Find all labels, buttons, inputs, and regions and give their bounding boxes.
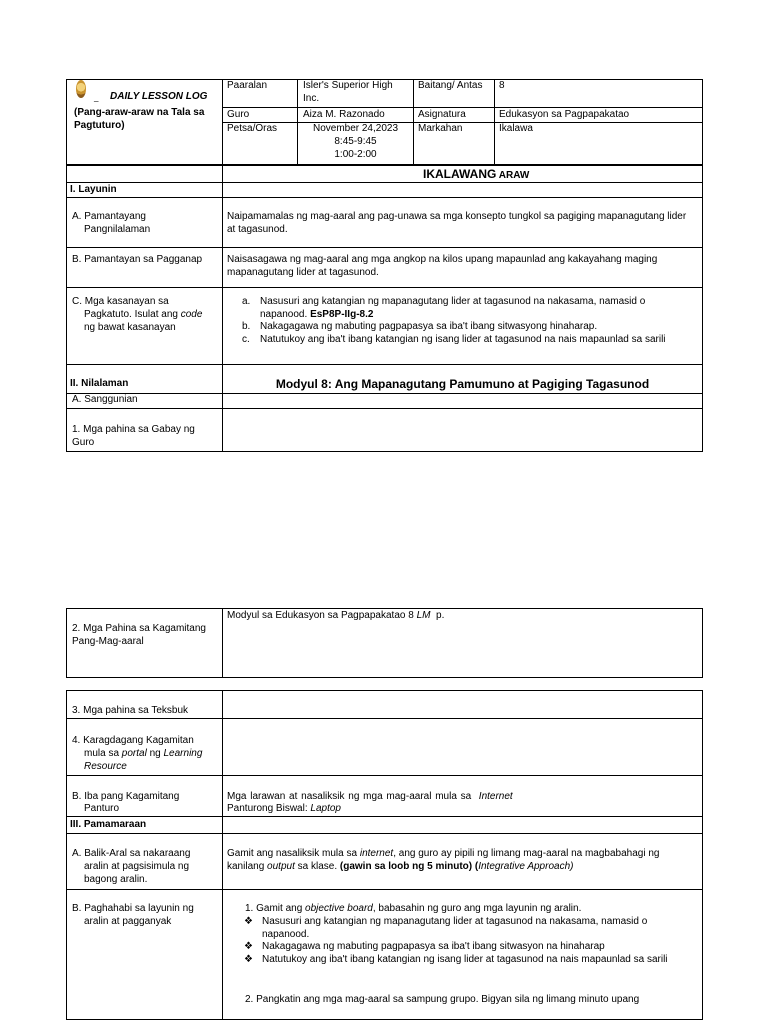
seal-dash: _ — [94, 93, 99, 102]
pagganap-label: B. Pamantayan sa Pagganap — [72, 254, 203, 265]
school-seal-icon — [76, 80, 86, 98]
karagdagang-label-3: Resource — [84, 761, 127, 772]
kasanayan-list — [242, 296, 692, 346]
kasanayan-item-b: b. Nakagagawa ng mabuting pagpapasya sa iba't ibang sitwasyong hinaharap. — [242, 321, 598, 332]
diamond-bullet-icon: ❖ — [244, 953, 253, 965]
iba-text-2: Panturong Biswal: Laptop — [227, 803, 341, 814]
karagdagang-label-1: 4. Karagdagang Kagamitan — [72, 735, 194, 746]
kasanayan-label-3: ng bawat kasanayan — [84, 322, 176, 333]
paghahabi-item: ❖ Natutukoy ang iba't ibang katangian ng isang lider at tagasunod na nais mapaunlad sa sarili — [244, 953, 668, 965]
kagamitan-label: 2. Mga Pahina sa Kagamitang Pang-Mag-aaral — [72, 623, 206, 647]
teacher-label: Guro — [227, 109, 250, 120]
nilalaman-heading: II. Nilalaman — [70, 378, 129, 389]
log-title: DAILY LESSON LOG — [110, 91, 208, 102]
kasanayan-label-1: C. Mga kasanayan sa — [72, 296, 169, 307]
paghahabi-list — [244, 916, 690, 966]
quarter-label: Markahan — [418, 123, 463, 134]
grade-value: 8 — [499, 80, 505, 91]
paghahabi-label-2: aralin at pagganyak — [84, 916, 172, 927]
balik-label-2: aralin at pagsisimula ng — [84, 861, 190, 872]
teksbuk-label: 3. Mga pahina sa Teksbuk — [72, 705, 189, 716]
subject-label: Asignatura — [418, 109, 466, 120]
pamantayang-text: Naipamamalas ng mag-aaral ang pag-unawa sa mga konsepto tungkol sa pagiging mapanagutang lider at tagasunod. — [227, 211, 687, 235]
time-value-1: 8:45-9:45 — [334, 136, 377, 147]
pagganap-text: Naisasagawa ng mag-aaral ang mga angkop na kilos upang mapaunlad ang kakayahang maging mapanagutang lider at tagasunod. — [227, 254, 658, 278]
paghahabi-item: ❖ Nakagagawa ng mabuting pagpapasya sa iba't ibang sitwasyon na hinaharap — [244, 941, 605, 952]
sanggunian-label: A. Sanggunian — [72, 394, 138, 405]
gabay-label: 1. Mga pahina sa Gabay ng Guro — [72, 424, 195, 448]
iba-label-1: B. Iba pang Kagamitang — [72, 791, 180, 802]
balik-label-3: bagong aralin. — [84, 874, 148, 885]
datetime-label: Petsa/Oras — [227, 123, 278, 134]
paghahabi-step-2: 2. Pangkatin ang mga mag-aaral sa sampung grupo. Bigyan sila ng limang minuto upang — [245, 994, 640, 1005]
iba-label-2: Panturo — [84, 803, 120, 814]
diamond-bullet-icon: ❖ — [244, 941, 253, 952]
kagamitan-text: Modyul sa Edukasyon sa Pagpapakatao 8 LM p. — [227, 610, 445, 621]
school-value: Isler's Superior High Inc. — [303, 80, 393, 104]
iba-text-1: Mga larawan at nasaliksik ng mga mag-aaral mula sa Internet — [227, 791, 513, 802]
teacher-value: Aiza M. Razonado — [303, 109, 385, 120]
layunin-heading: I. Layunin — [70, 184, 117, 195]
modyul-title: Modyul 8: Ang Mapanagutang Pamumuno at Pagiging Tagasunod — [275, 377, 650, 391]
balik-label-1: A. Balik-Aral sa nakaraang — [72, 848, 191, 859]
karagdagang-label-2: mula sa portal ng Learning — [84, 748, 203, 759]
pamantayang-label-1: A. Pamantayang — [72, 211, 146, 222]
paghahabi-item: ❖ Nasusuri ang katangian ng mapanagutang lider at tagasunod na nakasama, namasid o napanood. — [244, 916, 648, 940]
kasanayan-label-2: Pagkatuto. Isulat ang code — [84, 309, 203, 320]
kasanayan-item-c: c. Natutukoy ang iba't ibang katangian ng isang lider at tagasunod na nais mapaunlad sa sarili — [242, 333, 666, 345]
subject-value: Edukasyon sa Pagpapakatao — [499, 109, 630, 120]
balik-text: Gamit ang nasaliksik mula sa internet, ang guro ay pipili ng limang mag-aaral na magbabahagi ng kanilang output sa klase. (gawin sa loob ng 5 minuto) (Integrative Approach) — [227, 848, 660, 872]
diamond-bullet-icon: ❖ — [244, 916, 253, 927]
pamamaraan-heading: III. Pamamaraan — [70, 819, 147, 830]
paghahabi-intro: 1. Gamit ang objective board, babasahin ng guro ang mga layunin ng aralin. — [245, 903, 582, 914]
grade-label: Baitang/ Antas — [418, 80, 483, 91]
kasanayan-item-a: a. Nasusuri ang katangian ng mapanagutang lider at tagasunod na nakasama, namasid o napanood. EsP8P-IIg-8.2 — [242, 296, 646, 320]
log-subtitle: (Pang-araw-araw na Tala sa Pagtuturo) — [74, 107, 205, 131]
paghahabi-label-1: B. Paghahabi sa layunin ng — [72, 903, 194, 914]
pamantayang-label-2: Pangnilalaman — [84, 224, 151, 235]
quarter-value: Ikalawa — [499, 123, 533, 134]
time-value-2: 1:00-2:00 — [334, 149, 377, 160]
school-label: Paaralan — [227, 80, 268, 91]
date-value: November 24,2023 — [312, 123, 399, 134]
day-heading: IKALAWANG ARAW — [423, 167, 530, 181]
